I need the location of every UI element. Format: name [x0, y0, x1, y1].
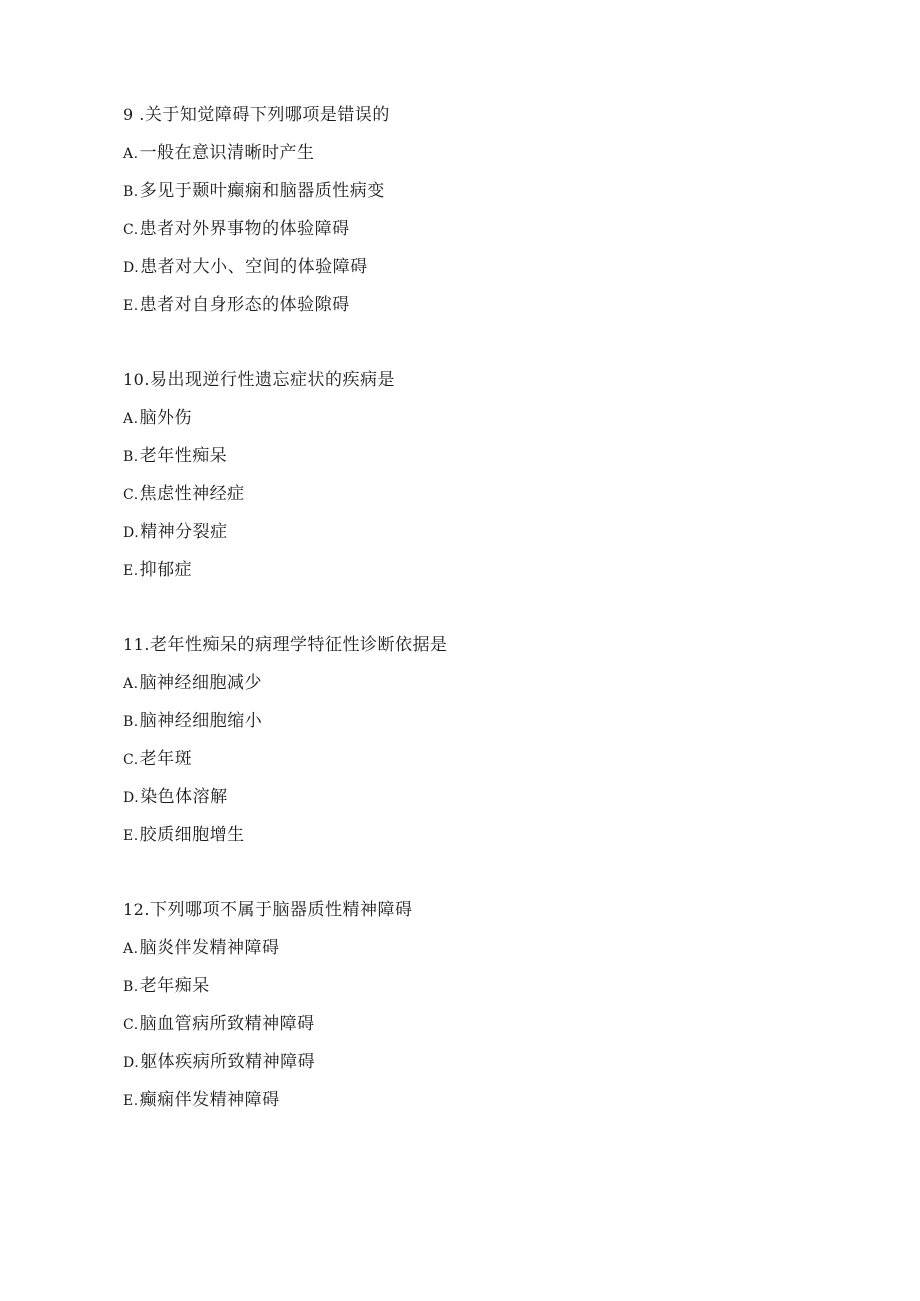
- option-text: 胶质细胞增生: [139, 825, 245, 845]
- option-letter: A.: [123, 146, 139, 162]
- option-letter: A.: [123, 941, 139, 957]
- option-text: 抑郁症: [139, 560, 193, 580]
- option-letter: D.: [123, 790, 140, 806]
- option-letter: B.: [123, 449, 139, 465]
- option-text: 躯体疾病所致精神障碍: [140, 1052, 316, 1072]
- question-title: [123, 626, 823, 664]
- option-letter: E.: [123, 563, 139, 579]
- question-number: 12.: [123, 900, 150, 919]
- question-number: 11.: [123, 635, 150, 654]
- option-text: 多见于颞叶癫痫和脑器质性病变: [139, 181, 385, 201]
- option-c: [123, 740, 823, 778]
- question-text: 老年性痴呆的病理学特征性诊断依据是: [149, 635, 448, 655]
- question-title: [123, 96, 823, 134]
- question-text: 关于知觉障碍下列哪项是错误的: [144, 105, 390, 125]
- question-9: [123, 96, 823, 324]
- question-text: 易出现逆行性遗忘症状的疾病是: [149, 370, 395, 390]
- option-b: [123, 967, 823, 1005]
- question-title: [123, 361, 823, 399]
- question-text: 下列哪项不属于脑器质性精神障碍: [149, 900, 413, 920]
- option-letter: D.: [123, 260, 140, 276]
- option-letter: C.: [123, 487, 139, 503]
- option-letter: E.: [123, 298, 139, 314]
- question-number: 10.: [123, 370, 150, 389]
- option-text: 老年性痴呆: [139, 446, 228, 466]
- option-a: [123, 399, 823, 437]
- option-d: [123, 513, 823, 551]
- option-text: 脑血管病所致精神障碍: [139, 1014, 315, 1034]
- option-e: [123, 1081, 823, 1119]
- option-text: 患者对自身形态的体验隙碍: [139, 295, 350, 315]
- option-text: 患者对大小、空间的体验障碍: [140, 257, 368, 277]
- option-letter: D.: [123, 1055, 140, 1071]
- option-letter: B.: [123, 184, 139, 200]
- question-10: [123, 361, 823, 589]
- option-letter: C.: [123, 222, 139, 238]
- option-text: 癫痫伴发精神障碍: [139, 1090, 280, 1110]
- question-12: [123, 891, 823, 1119]
- option-a: [123, 929, 823, 967]
- option-text: 老年痴呆: [139, 976, 210, 996]
- option-b: [123, 702, 823, 740]
- option-text: 一般在意识清晰时产生: [139, 143, 315, 163]
- option-letter: D.: [123, 525, 140, 541]
- question-title: [123, 891, 823, 929]
- option-text: 染色体溶解: [140, 787, 228, 807]
- option-letter: C.: [123, 1017, 139, 1033]
- option-text: 脑炎伴发精神障碍: [139, 938, 280, 958]
- option-letter: E.: [123, 1093, 139, 1109]
- question-11: [123, 626, 823, 854]
- option-c: [123, 1005, 823, 1043]
- option-e: [123, 551, 823, 589]
- option-e: [123, 286, 823, 324]
- option-b: [123, 437, 823, 475]
- option-letter: A.: [123, 411, 139, 427]
- option-a: [123, 134, 823, 172]
- option-text: 焦虑性神经症: [139, 484, 245, 504]
- option-c: [123, 475, 823, 513]
- option-text: 脑神经细胞减少: [139, 673, 263, 693]
- option-letter: B.: [123, 979, 139, 995]
- option-text: 老年斑: [139, 749, 193, 769]
- option-d: [123, 1043, 823, 1081]
- option-text: 脑神经细胞缩小: [139, 711, 263, 731]
- option-letter: E.: [123, 828, 139, 844]
- option-letter: C.: [123, 752, 139, 768]
- option-text: 精神分裂症: [140, 522, 228, 542]
- option-c: [123, 210, 823, 248]
- option-letter: B.: [123, 714, 139, 730]
- option-d: [123, 248, 823, 286]
- option-e: [123, 816, 823, 854]
- option-text: 脑外伤: [139, 408, 193, 428]
- option-text: 患者对外界事物的体验障碍: [139, 219, 350, 239]
- question-number: 9 .: [123, 105, 145, 124]
- option-b: [123, 172, 823, 210]
- option-a: [123, 664, 823, 702]
- option-letter: A.: [123, 676, 139, 692]
- option-d: [123, 778, 823, 816]
